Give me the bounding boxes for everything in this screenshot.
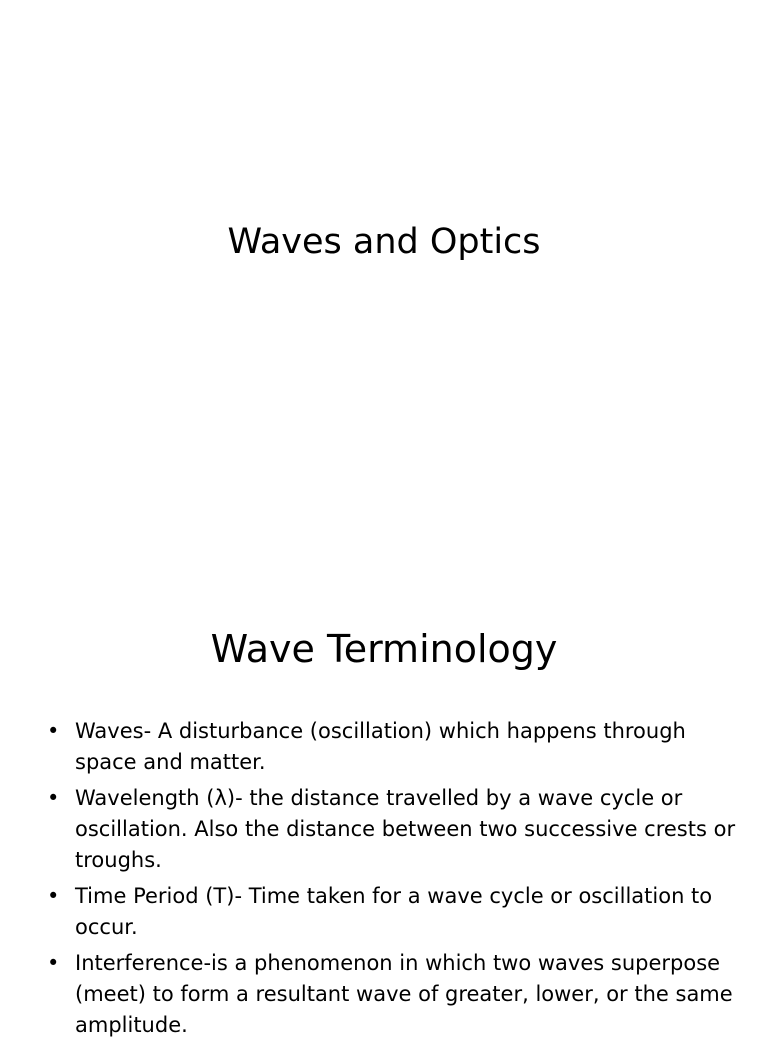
bullet-list — [0, 716, 768, 1046]
bullet-text: Wavelength (λ)- the distance travelled by a wave cycle or oscillation. Also the distance between two successive crests or troughs. — [75, 786, 736, 872]
slide-title-heading: Waves and Optics — [227, 222, 541, 262]
bullet-icon: • — [47, 786, 60, 810]
bullet-item-interference — [0, 948, 768, 1041]
bullet-icon: • — [47, 951, 60, 975]
bullet-item-waves — [0, 716, 768, 778]
bullet-item-wavelength — [0, 783, 768, 876]
bullet-text: Interference-is a phenomenon in which two waves superpose (meet) to form a resultant wave of greater, lower, or the same amplitude. — [75, 951, 733, 1037]
bullet-item-time-period — [0, 881, 768, 943]
bullet-icon: • — [47, 884, 60, 908]
slide-wave-terminology — [0, 576, 768, 1037]
bullet-icon: • — [47, 719, 60, 743]
slide-heading: Wave Terminology — [210, 627, 558, 671]
bullet-text: Time Period (T)- Time taken for a wave cycle or oscillation to occur. — [75, 884, 713, 939]
bullet-text: Waves- A disturbance (oscillation) which happens through space and matter. — [75, 719, 686, 774]
